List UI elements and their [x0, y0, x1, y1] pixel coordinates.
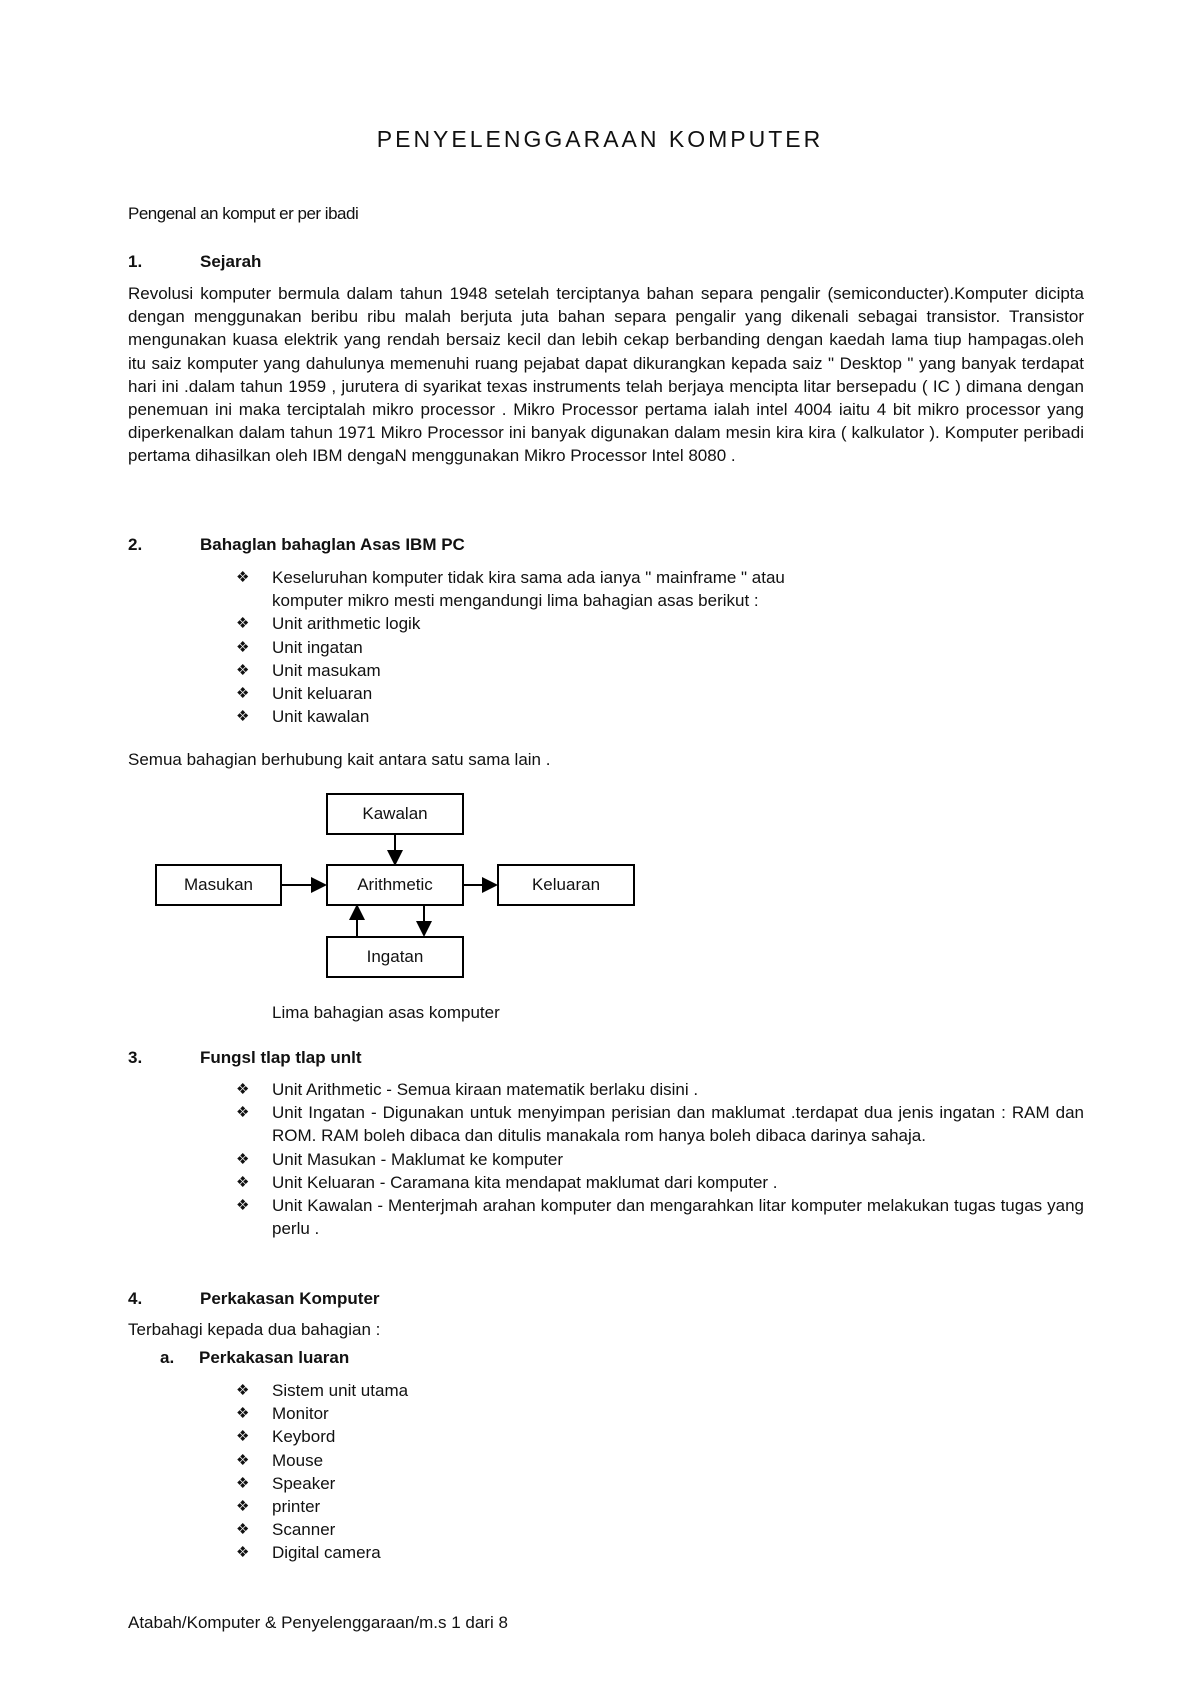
subsection-title: Perkakasan luaran [199, 1348, 350, 1367]
bullet-icon: ❖ [236, 1521, 250, 1539]
list-item: ❖ Unit Masukan - Maklumat ke komputer [236, 1148, 1084, 1171]
section-2-closing: Semua bahagian berhubung kait antara satu sama lain . [128, 750, 551, 769]
diagram-box-keluaran: Keluaran [497, 864, 635, 906]
bullet-icon: ❖ [236, 1104, 250, 1122]
section-title: Bahaglan bahaglan Asas IBM PC [200, 535, 465, 554]
bullet-icon: ❖ [236, 685, 250, 703]
bullet-icon: ❖ [236, 1150, 250, 1168]
bullet-icon: ❖ [236, 1405, 250, 1423]
section-number: 4. [128, 1289, 143, 1308]
bullet-icon: ❖ [236, 1474, 250, 1492]
list-item: ❖ Unit masukam [236, 659, 796, 682]
bullet-icon: ❖ [236, 1081, 250, 1098]
section-3-heading [128, 1048, 728, 1070]
list-item: ❖ Keseluruhan komputer tidak kira sama ada ianya " mainframe " atau komputer mikro mesti mengandungi lima bahagian asas berikut : [236, 568, 785, 611]
list-item: ❖ Unit keluaran [236, 682, 796, 705]
list-item: ❖ Monitor [236, 1402, 736, 1425]
diagram-caption: Lima bahagian asas komputer [272, 1003, 500, 1022]
subsection-a-bullet-list [236, 1379, 736, 1565]
bullet-icon: ❖ [236, 638, 250, 656]
list-item: ❖ Mouse [236, 1449, 736, 1472]
diagram-box-arithmetic: Arithmetic [326, 864, 464, 906]
section-number: 3. [128, 1048, 143, 1067]
bullet-icon: ❖ [236, 1197, 250, 1215]
section-title: Perkakasan Komputer [200, 1289, 380, 1308]
list-item: ❖ Unit ingatan [236, 636, 796, 659]
diagram-box-kawalan: Kawalan [326, 793, 464, 835]
bullet-icon: ❖ [236, 1451, 250, 1469]
list-item: ❖ Scanner [236, 1518, 736, 1541]
bullet-icon: ❖ [236, 1498, 250, 1516]
bullet-icon: ❖ [236, 1428, 250, 1446]
section-4-intro: Terbahagi kepada dua bahagian : [128, 1320, 381, 1339]
bullet-icon: ❖ [236, 1544, 250, 1562]
bullet-icon: ❖ [236, 708, 250, 726]
bullet-icon: ❖ [236, 615, 250, 633]
list-item: ❖ Unit kawalan [236, 705, 796, 728]
section-3-bullet-list [236, 1078, 1084, 1240]
list-item: ❖ Digital camera [236, 1541, 736, 1564]
bullet-icon: ❖ [236, 569, 250, 586]
section-1-heading [128, 252, 728, 274]
list-item: ❖ printer [236, 1495, 736, 1518]
list-item: ❖ Unit Kawalan - Menterjmah arahan komputer dan mengarahkan litar komputer melakukan tugas tugas yang perlu . [236, 1196, 1084, 1239]
section-title: Fungsl tlap tlap unlt [200, 1048, 362, 1067]
diagram-box-ingatan: Ingatan [326, 936, 464, 978]
section-1-paragraph: Revolusi komputer bermula dalam tahun 1948 setelah terciptanya bahan separa pengalir (semiconducter).Komputer dicipta dengan menggunakan beribu ribu malah berjuta juta bahan separa pengalir yang dikenali sebagai transistor. Transistor mengunakan kuasa elektrik yang rendah bersaiz kecil dan lebih cekap berbanding dengan kaedah lama tiup hampagas.oleh itu saiz komputer yang dahulunya memenuhi ruang pejabat dapat dikurangkan kepada saiz " Desktop " yang banyak terdapat hari ini .dalam tahun 1959 , jurutera di syarikat texas instruments telah berjaya mencipta litar bersepadu ( IC ) dimana dengan penemuan ini maka terciptalah mikro processor . Mikro Processor pertama ialah intel 4004 iaitu 4 bit mikro processor yang diperkenalkan dalam tahun 1971 Mikro Processor ini banyak digunakan dalam mesin kira kira ( kalkulator ). Komputer peribadi pertama dihasilkan oleh IBM dengaN menggunakan Mikro Processor Intel 8080 . [128, 284, 1084, 466]
page-footer: Atabah/Komputer & Penyelenggaraan/m.s 1 dari 8 [128, 1613, 508, 1632]
subsection-letter: a. [160, 1348, 175, 1367]
list-item: ❖ Keybord [236, 1425, 736, 1448]
list-item: ❖ Speaker [236, 1472, 736, 1495]
list-item: ❖ Unit Ingatan - Digunakan untuk menyimpan perisian dan maklumat .terdapat dua jenis ingatan : RAM dan ROM. RAM boleh dibaca dan ditulis manakala rom hanya boleh dibaca darinya sahaja. [236, 1103, 1084, 1146]
list-item: ❖ Unit Arithmetic - Semua kiraan matematik berlaku disini . [236, 1078, 1084, 1101]
section-title: Sejarah [200, 252, 262, 271]
section-number: 2. [128, 535, 143, 554]
document-title: PENYELENGGARAAN KOMPUTER [376, 126, 824, 152]
bullet-icon: ❖ [236, 1382, 250, 1399]
list-item: ❖ Sistem unit utama [236, 1379, 736, 1402]
list-item: ❖ Unit arithmetic logik [236, 612, 796, 635]
bullet-icon: ❖ [236, 661, 250, 679]
document-subtitle: Pengenal an komput er per ibadi [128, 204, 359, 223]
list-item: ❖ Unit Keluaran - Caramana kita mendapat maklumat dari komputer . [236, 1171, 1084, 1194]
subsection-a-heading [160, 1348, 560, 1370]
section-number: 1. [128, 252, 143, 271]
bullet-icon: ❖ [236, 1173, 250, 1191]
section-2-heading [128, 535, 728, 557]
diagram-box-masukan: Masukan [155, 864, 282, 906]
section-4-heading [128, 1289, 728, 1311]
section-2-bullet-list [236, 566, 796, 728]
